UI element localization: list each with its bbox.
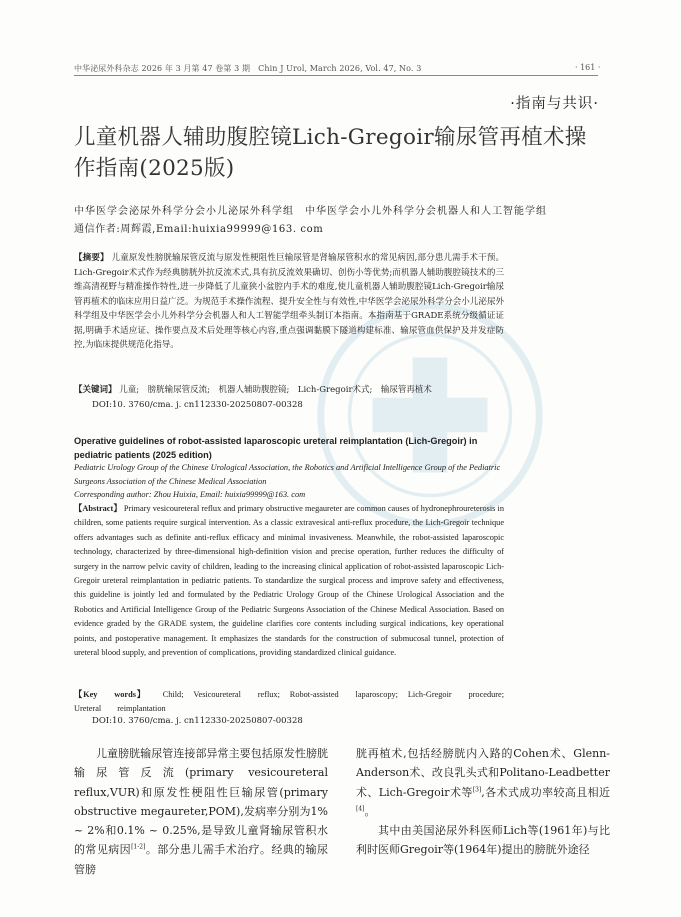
en-authors [74,461,514,502]
en-keywords [74,688,513,717]
body-paragraph [356,744,610,821]
en-keywords-label: 【Key words】 [74,690,146,699]
cn-keywords-label: 【关键词】 [74,385,117,395]
citation: [4] [356,805,365,813]
corresponding-author: 通信作者:周辉霞,Email:huixia99999@163. com [74,224,324,235]
body-text: 胱再植术,包括经膀胱内入路的Cohen术、Glenn-Anderson术、改良乳头式和Politano-Leadbetter术、Lich-Gregoir术等 [356,747,610,799]
en-abstract-text: Primary vesicoureteral reflux and primary obstructive megaureter are common causes of hydronephroureterosis in children, some patients require surgical intervention. As a classic extravesical anti-reflux procedure, the Lich-Gregoir technique offers advantages such as definite anti-reflux efficacy and minimal invasiveness. Meanwhile, the robot-assisted laparoscopic technology, characterized by three-dimensional high-definition vision and precise operation, further reduces the difficulty of surgery in the narrow pelvic cavity of children, leading to the increasing clinical application of robot-assisted laparoscopic Lich-Gregoir ureteral reimplantation in pediatric patients. To standardize the surgical process and improve safety and effectiveness, this guideline is jointly led and formulated by the Pediatric Urology Group of the Chinese Urological Association and the Robotics and Artificial Intelligence Group of the Pediatric Surgeons Association of the Chinese Medical Association. Based on evidence graded by the GRADE system, the guideline clarifies core contents including surgical indications, key operational points, and postoperative management. It emphasizes the standards for the construction of submucosal tunnel, protection of ureteral blood supply, and prevention of complications, providing standardized clinical guidance. [74,504,504,658]
citation: [3] [472,785,482,793]
body-text: 儿童膀胱输尿管连接部异常主要包括原发性膀胱输尿管反流(primary vesicoureteral reflux,VUR)和原发性梗阻性巨输尿管(primary obstructive megaureter,POM),发病率分别为1% ~ 2%和0.1% ~ 0.25%,是导致儿童肾输尿管积水的常见病因 [74,747,328,857]
header-rule [74,75,598,76]
cn-abstract-text: 儿童原发性膀胱输尿管反流与原发性梗阻性巨输尿管是肾输尿管积水的常见病因,部分患儿需手术干预。Lich-Gregoir术式作为经典膀胱外抗反流术式,具有抗反流效果确切、创伤小等优势;而机器人辅助腹腔镜技术的三维高清视野与精准操作特性,进一步降低了儿童狭小盆腔内手术的难度,使儿童机器人辅助腹腔镜Lich-Gregoir输尿管再植术的临床应用日益广泛。为规范手术操作流程、提升安全性与有效性,中华医学会泌尿外科学分会小儿泌尿外科学组及中华医学会小儿外科学分会机器人和人工智能学组牵头制订本指南。本指南基于GRADE系统分级循证证据,明确手术适应证、操作要点及术后处理等核心内容,重点强调黏膜下隧道构建标准、输尿管血供保护及并发症防控,为临床提供规范化指导。 [74,253,504,350]
en-corresponding: Corresponding author: Zhou Huixia, Email: huixia99999@163. com [74,490,306,499]
citation: [1-2] [131,843,146,851]
cn-keywords-list: 儿童; 膀胱输尿管反流; 机器人辅助腹腔镜; Lich-Gregoir术式; 输尿管再植术 [119,385,432,395]
body-paragraph [356,821,610,860]
body-column-left [74,744,328,879]
en-keywords-list: Child; Vesicoureteral reflux; Robot-assisted laparoscopy; Lich-Gregoir procedure; Ureteral reimplantation [74,690,513,714]
en-abstract-label: 【Abstract】 [74,504,122,513]
body-text: 。部分患儿需手术治疗。经典的输尿管膀 [74,843,329,876]
body-column-right [356,744,610,860]
article-title: 儿童机器人辅助腹腔镜Lich-Gregoir输尿管再植术操作指南(2025版) [74,125,587,181]
body-text: 其中由美国泌尿外科医师Lich等(1961年)与比利时医师Gregoir等(1964年)提出的膀胱外途径 [356,824,610,857]
en-doi: DOI:10. 3760/cma. j. cn112330-20250807-00328 [92,716,303,726]
body-text: ,各术式成功率较高且相近 [481,785,611,799]
journal-header: 中华泌尿外科杂志 2026 年 3 月第 47 卷第 3 期 Chin J Urol, March 2026, Vol. 47, No. 3 [74,64,422,73]
body-paragraph [74,744,328,879]
en-abstract [74,502,504,660]
page-number: · 161 · [575,63,601,72]
cn-abstract [74,251,504,353]
authors: 中华医学会泌尿外科学分会小儿泌尿外科学组 中华医学会小儿外科学分会机器人和人工智能学组 [74,206,547,217]
section-tag: ·指南与共识· [510,96,599,112]
cn-abstract-label: 【摘要】 [74,253,109,263]
body-text: 。 [364,804,376,818]
cn-doi: DOI:10. 3760/cma. j. cn112330-20250807-00328 [92,400,303,410]
en-author-groups: Pediatric Urology Group of the Chinese Urological Association, the Robotics and Artificial Intelligence Group of the Pediatric Surgeons Association of the Chinese Medical Association [74,463,501,486]
cn-keywords [74,383,504,397]
en-title: Operative guidelines of robot-assisted laparoscopic ureteral reimplantation (Lich-Gregoir) in pediatric patients (2025 edition) [74,436,478,460]
